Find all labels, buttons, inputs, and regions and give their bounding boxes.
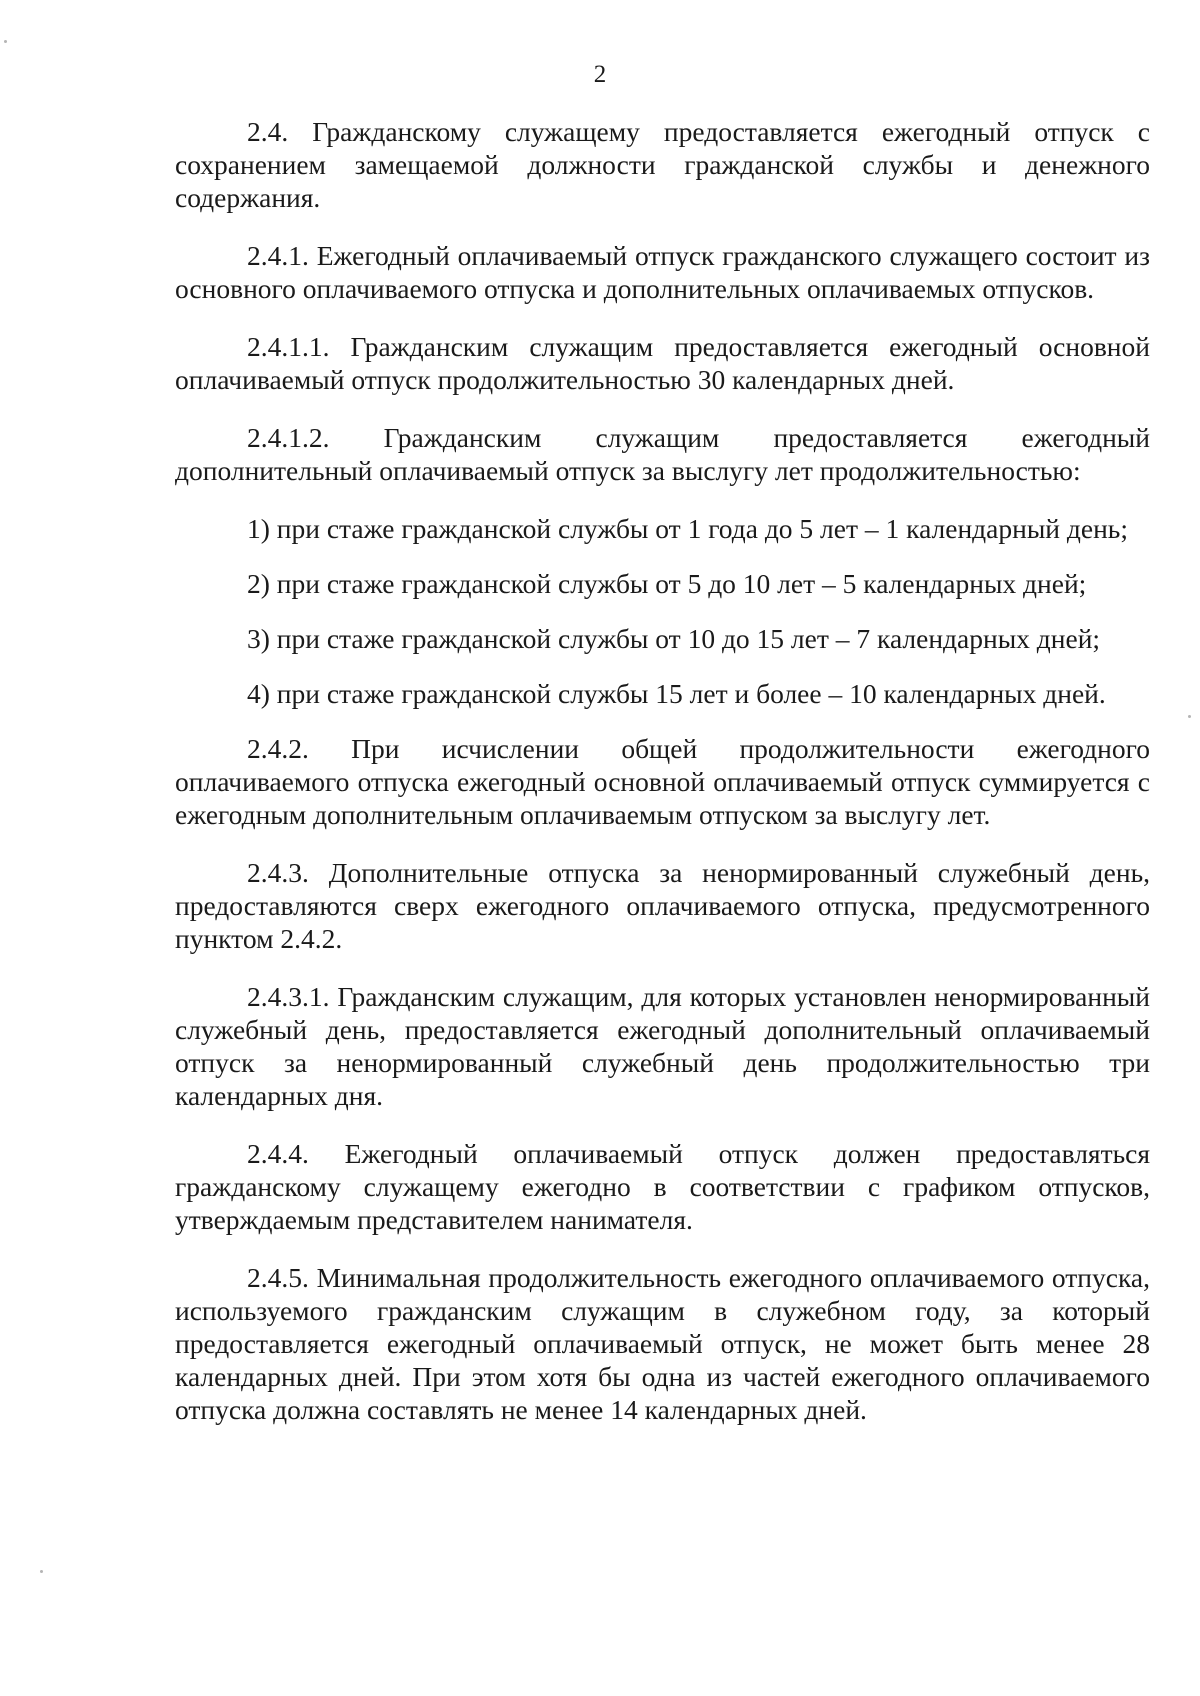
list-item-3: 3) при стаже гражданской службы от 10 до 15 лет – 7 календарных дней; [247,623,1101,654]
paragraph-2-4-2: 2.4.2. При исчислении общей продолжительности ежегодного оплачиваемого отпуска ежегодный основной оплачиваемый отпуск суммируется с ежегодным дополнительным оплачиваемым отпуском за выслугу лет. [175,733,1150,830]
paragraph-2-4-1-1: 2.4.1.1. Гражданским служащим предоставляется ежегодный основной оплачиваемый отпуск продолжительностью 30 календарных дней. [175,331,1150,395]
scan-speck [4,40,7,43]
list-item-4: 4) при стаже гражданской службы 15 лет и более – 10 календарных дней. [247,678,1106,709]
scan-speck [1188,715,1191,718]
paragraph-2-4-1-2: 2.4.1.2. Гражданским служащим предоставляется ежегодный дополнительный оплачиваемый отпуск за выслугу лет продолжительностью: [175,422,1150,486]
list-item-2: 2) при стаже гражданской службы от 5 до 10 лет – 5 календарных дней; [247,568,1087,599]
paragraph-2-4-5: 2.4.5. Минимальная продолжительность ежегодного оплачиваемого отпуска, используемого гражданским служащим в служебном году, за который предоставляется ежегодный оплачиваемый отпуск, не может быть менее 28 календарных дней. При этом хотя бы одна из частей ежегодного оплачиваемого отпуска должна составлять не менее 14 календарных дней. [175,1262,1150,1425]
paragraph-2-4: 2.4. Гражданскому служащему предоставляется ежегодный отпуск с сохранением замещаемой должности гражданской службы и денежного содержания. [175,116,1150,213]
page-number: 2 [593,61,607,88]
paragraph-2-4-3-1: 2.4.3.1. Гражданским служащим, для которых установлен ненормированный служебный день, предоставляется ежегодный дополнительный оплачиваемый отпуск за ненормированный служебный день продолжительностью три календарных дня. [175,981,1150,1111]
paragraph-2-4-4: 2.4.4. Ежегодный оплачиваемый отпуск должен предоставляться гражданскому служащему ежегодно в соответствии с графиком отпусков, утверждаемым представителем нанимателя. [175,1138,1150,1235]
document-body [175,115,1150,1451]
paragraph-2-4-1: 2.4.1. Ежегодный оплачиваемый отпуск гражданского служащего состоит из основного оплачиваемого отпуска и дополнительных оплачиваемых отпусков. [175,240,1150,304]
paragraph-2-4-3: 2.4.3. Дополнительные отпуска за ненормированный служебный день, предоставляются сверх ежегодного оплачиваемого отпуска, предусмотренного пунктом 2.4.2. [175,857,1150,954]
scan-speck [40,1570,43,1573]
list-item-1: 1) при стаже гражданской службы от 1 года до 5 лет – 1 календарный день; [247,513,1128,544]
